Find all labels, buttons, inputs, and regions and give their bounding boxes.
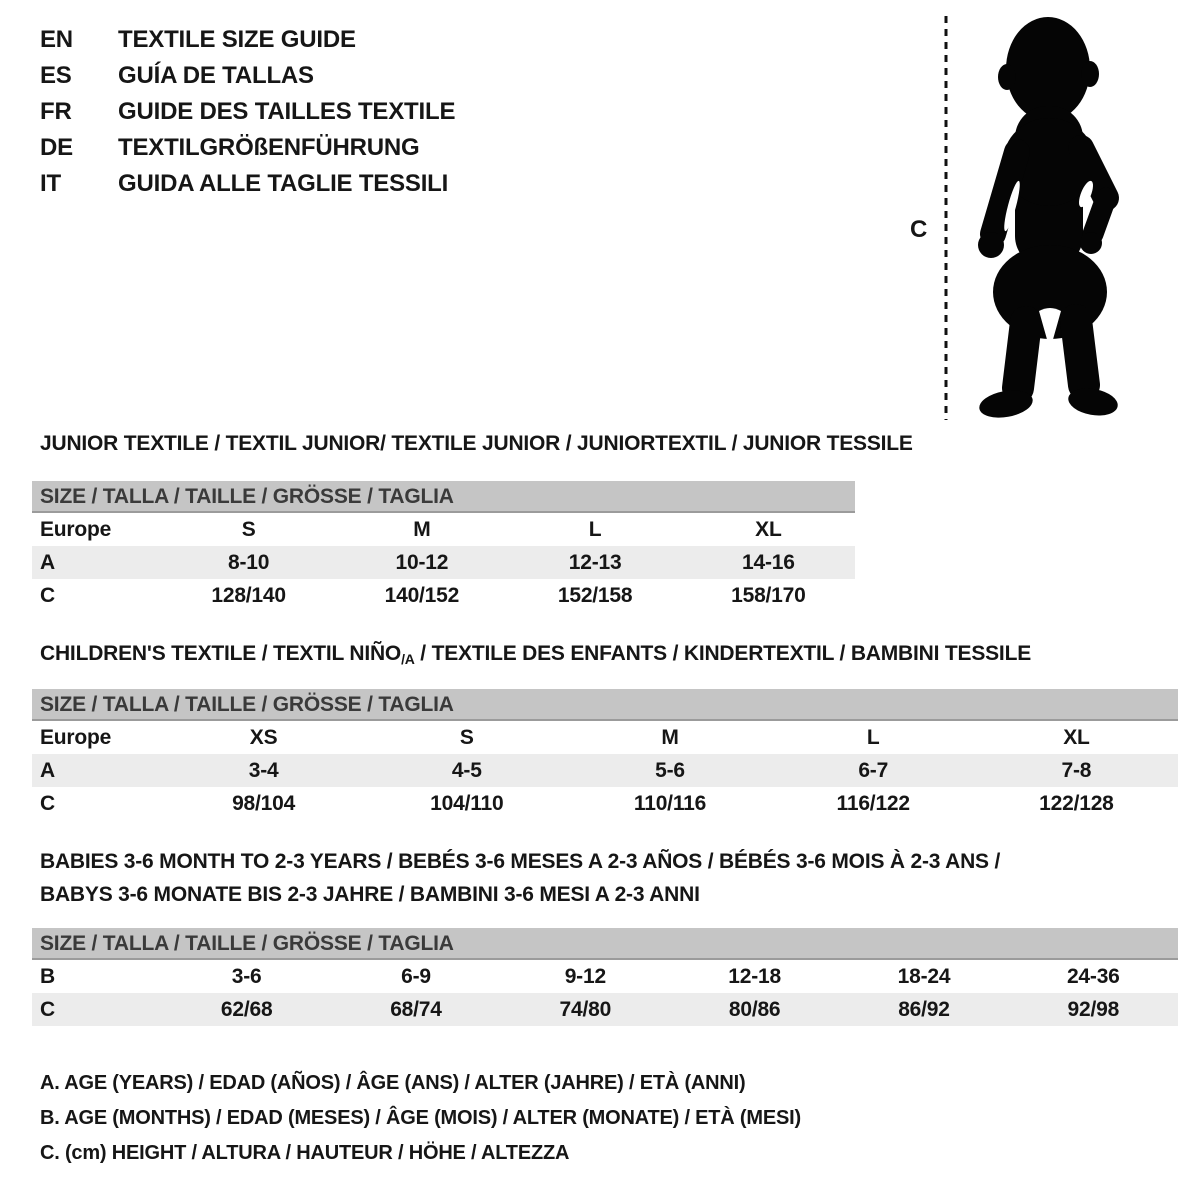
cell: 68/74: [390, 997, 442, 1021]
section-title-junior: JUNIOR TEXTILE / TEXTIL JUNIOR/ TEXTILE JUNIOR / JUNIORTEXTIL / JUNIOR TESSILE: [40, 432, 913, 455]
cell: L: [588, 517, 602, 541]
cell: 110/116: [633, 791, 707, 815]
row-label: B: [40, 964, 55, 988]
cell: M: [413, 517, 431, 541]
title-text: CHILDREN'S TEXTILE / TEXTIL NIÑO: [40, 642, 402, 665]
section-title-children: [40, 642, 1031, 667]
cell: 14-16: [742, 550, 795, 574]
measure-legend: [40, 1066, 801, 1171]
toddler-silhouette-icon: [962, 14, 1140, 420]
row-label: A: [40, 550, 55, 574]
legend-line-c: C. (cm) HEIGHT / ALTURA / HAUTEUR / HÖHE / ALTEZZA: [40, 1142, 570, 1164]
row-label: C: [40, 791, 55, 815]
row-label: C: [40, 583, 55, 607]
cell: 80/86: [728, 997, 781, 1021]
title-subscript: /A: [401, 651, 415, 667]
cell: 122/128: [1039, 791, 1114, 815]
cell: 24-36: [1066, 964, 1120, 988]
table-row: [32, 579, 855, 612]
table-header-size: SIZE / TALLA / TAILLE / GRÖSSE / TAGLIA: [32, 481, 855, 513]
cell: 7-8: [1061, 758, 1092, 782]
cell: M: [661, 725, 679, 749]
cell: 74/80: [559, 997, 612, 1021]
table-row: [32, 546, 855, 579]
language-row-it: [40, 166, 455, 202]
cell: 4-5: [451, 758, 482, 782]
cell: XS: [249, 725, 278, 749]
guide-title-de: TEXTILGRÖßENFÜHRUNG: [118, 134, 420, 161]
cell: 104/110: [430, 791, 504, 815]
row-label: A: [40, 758, 55, 782]
title-line-2: BABYS 3-6 MONATE BIS 2-3 JAHRE / BAMBINI 3-6 MESI A 2-3 ANNI: [40, 883, 700, 906]
row-label: Europe: [40, 725, 112, 749]
cell: 140/152: [384, 583, 460, 607]
title-line-1: BABIES 3-6 MONTH TO 2-3 YEARS / BEBÉS 3-6 MESES A 2-3 AÑOS / BÉBÉS 3-6 MOIS À 2-3 ANS /: [40, 850, 1001, 873]
language-row-de: [40, 130, 455, 166]
cell: 8-10: [228, 550, 270, 574]
cell: 86/92: [898, 997, 950, 1021]
table-row: [32, 993, 1178, 1026]
section-title-babies: [40, 845, 1000, 911]
table-row: [32, 513, 855, 546]
cell: S: [241, 517, 256, 541]
junior-size-table: [32, 481, 855, 612]
language-code: FR: [40, 98, 72, 125]
language-code: IT: [40, 170, 61, 197]
language-code: DE: [40, 134, 73, 161]
row-label: Europe: [40, 517, 112, 541]
cell: 98/104: [232, 791, 296, 815]
cell: L: [866, 725, 880, 749]
language-code: EN: [40, 26, 73, 53]
row-label: C: [40, 997, 55, 1021]
cell: XL: [755, 517, 782, 541]
cell: 128/140: [211, 583, 286, 607]
language-code: ES: [40, 62, 72, 89]
height-measure-line: [944, 16, 948, 420]
cell: 9-12: [564, 964, 606, 988]
table-row: [32, 960, 1178, 993]
cell: 18-24: [897, 964, 951, 988]
language-row-es: [40, 58, 455, 94]
height-measure-label: C: [910, 216, 928, 243]
cell: 116/122: [836, 791, 910, 815]
table-header-size: SIZE / TALLA / TAILLE / GRÖSSE / TAGLIA: [32, 689, 1178, 721]
cell: XL: [1063, 725, 1090, 749]
guide-title-fr: GUIDE DES TAILLES TEXTILE: [118, 98, 456, 125]
legend-line-a: A. AGE (YEARS) / EDAD (AÑOS) / ÂGE (ANS) / ALTER (JAHRE) / ETÀ (ANNI): [40, 1072, 746, 1094]
title-text: / TEXTILE DES ENFANTS / KINDERTEXTIL / BAMBINI TESSILE: [414, 642, 1032, 665]
language-row-en: [40, 22, 455, 58]
children-size-table: [32, 689, 1178, 820]
table-row: [32, 721, 1178, 754]
cell: 6-9: [401, 964, 431, 988]
table-row: [32, 787, 1178, 820]
cell: 3-6: [231, 964, 262, 988]
cell: 92/98: [1067, 997, 1120, 1021]
cell: S: [459, 725, 474, 749]
cell: 5-6: [655, 758, 685, 782]
language-row-fr: [40, 94, 455, 130]
legend-line-b: B. AGE (MONTHS) / EDAD (MESES) / ÂGE (MOIS) / ALTER (MONATE) / ETÀ (MESI): [40, 1107, 801, 1129]
guide-title-en: TEXTILE SIZE GUIDE: [118, 26, 356, 53]
cell: 152/158: [557, 583, 633, 607]
guide-title-it: GUIDA ALLE TAGLIE TESSILI: [118, 170, 449, 197]
cell: 62/68: [220, 997, 273, 1021]
table-header-size: SIZE / TALLA / TAILLE / GRÖSSE / TAGLIA: [32, 928, 1178, 960]
language-title-list: [40, 22, 455, 202]
cell: 12-18: [728, 964, 781, 988]
table-row: [32, 754, 1178, 787]
babies-size-table: [32, 928, 1178, 1026]
cell: 3-4: [248, 758, 279, 782]
cell: 158/170: [731, 583, 806, 607]
cell: 10-12: [395, 550, 449, 574]
cell: 6-7: [858, 758, 889, 782]
cell: 12-13: [568, 550, 622, 574]
guide-title-es: GUÍA DE TALLAS: [118, 62, 314, 89]
